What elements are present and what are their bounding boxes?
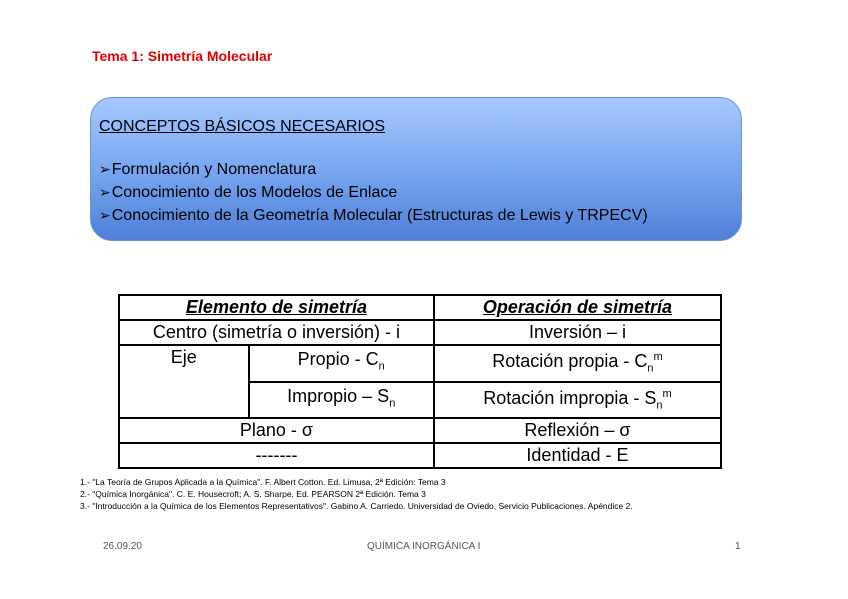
proper-axis-text: Propio - C <box>297 349 379 369</box>
improper-axis-text: Impropio – S <box>287 385 390 406</box>
improper-axis-cell <box>249 382 434 419</box>
reference-item: 2.- "Química Inorgánica". C. E. Housecroft; A. S. Sharpe. Ed. PEARSON 2ª Edición. Tema 3 <box>80 489 426 499</box>
proper-axis-sub: n <box>378 360 385 373</box>
concept-item-label: Formulación y Nomenclatura <box>111 161 317 178</box>
arrow-bullet-icon: ➢ <box>99 207 111 223</box>
improper-operation-sup: m <box>662 387 672 400</box>
reference-item: 1.- "La Teoría de Grupos Aplicada a la Química". F. Albert Cotton. Ed. Limusa, 2ª Edición: Tema 3 <box>80 477 446 487</box>
plane-element-cell: Plano - σ <box>119 418 434 443</box>
axis-label-cell: Eje <box>119 345 249 418</box>
reference-item: 3.- "Introducción a la Química de los Elementos Representativos". Gabino A. Carriedo. Universidad de Oviedo, Servicio Publicaciones. Apéndice 2. <box>80 501 633 511</box>
concepts-box <box>90 97 742 241</box>
header-element: Elemento de simetría <box>119 295 434 320</box>
concepts-heading: CONCEPTOS BÁSICOS NECESARIOS <box>99 118 385 135</box>
proper-operation-sup: m <box>653 351 663 363</box>
footer-page-number: 1 <box>735 541 741 552</box>
center-operation-cell: Inversión – i <box>434 320 721 345</box>
proper-operation-sub: n <box>647 362 654 375</box>
footer-course: QUÍMICA INORGÁNICA I <box>367 541 481 552</box>
footer-date: 26.09.20 <box>103 541 142 552</box>
table-row <box>119 443 721 468</box>
proper-operation-cell <box>434 345 721 382</box>
identity-element-cell: ------- <box>119 443 434 468</box>
proper-operation-text: Rotación propia - C <box>492 351 648 371</box>
improper-operation-sub: n <box>656 399 663 412</box>
identity-operation-cell: Identidad - E <box>434 443 721 468</box>
table-header-row <box>119 295 721 320</box>
improper-operation-text: Rotación impropia - S <box>483 387 657 408</box>
references <box>80 476 633 512</box>
header-operation: Operación de simetría <box>434 295 721 320</box>
concept-item <box>99 184 397 202</box>
proper-axis-cell <box>249 345 434 382</box>
arrow-bullet-icon: ➢ <box>99 184 111 200</box>
center-element-cell: Centro (simetría o inversión) - i <box>119 320 434 345</box>
concept-item <box>99 161 316 179</box>
table-row <box>119 320 721 345</box>
improper-axis-sub: n <box>389 397 396 410</box>
concept-item <box>99 207 648 225</box>
plane-operation-cell: Reflexión – σ <box>434 418 721 443</box>
table-row <box>119 345 721 382</box>
slide-title: Tema 1: Simetría Molecular <box>92 48 273 64</box>
concept-item-label: Conocimiento de la Geometría Molecular (Estructuras de Lewis y TRPECV) <box>111 207 648 224</box>
symmetry-table <box>118 294 722 469</box>
table-row <box>119 418 721 443</box>
improper-operation-cell <box>434 382 721 419</box>
arrow-bullet-icon: ➢ <box>99 161 111 177</box>
concept-item-label: Conocimiento de los Modelos de Enlace <box>111 184 398 201</box>
